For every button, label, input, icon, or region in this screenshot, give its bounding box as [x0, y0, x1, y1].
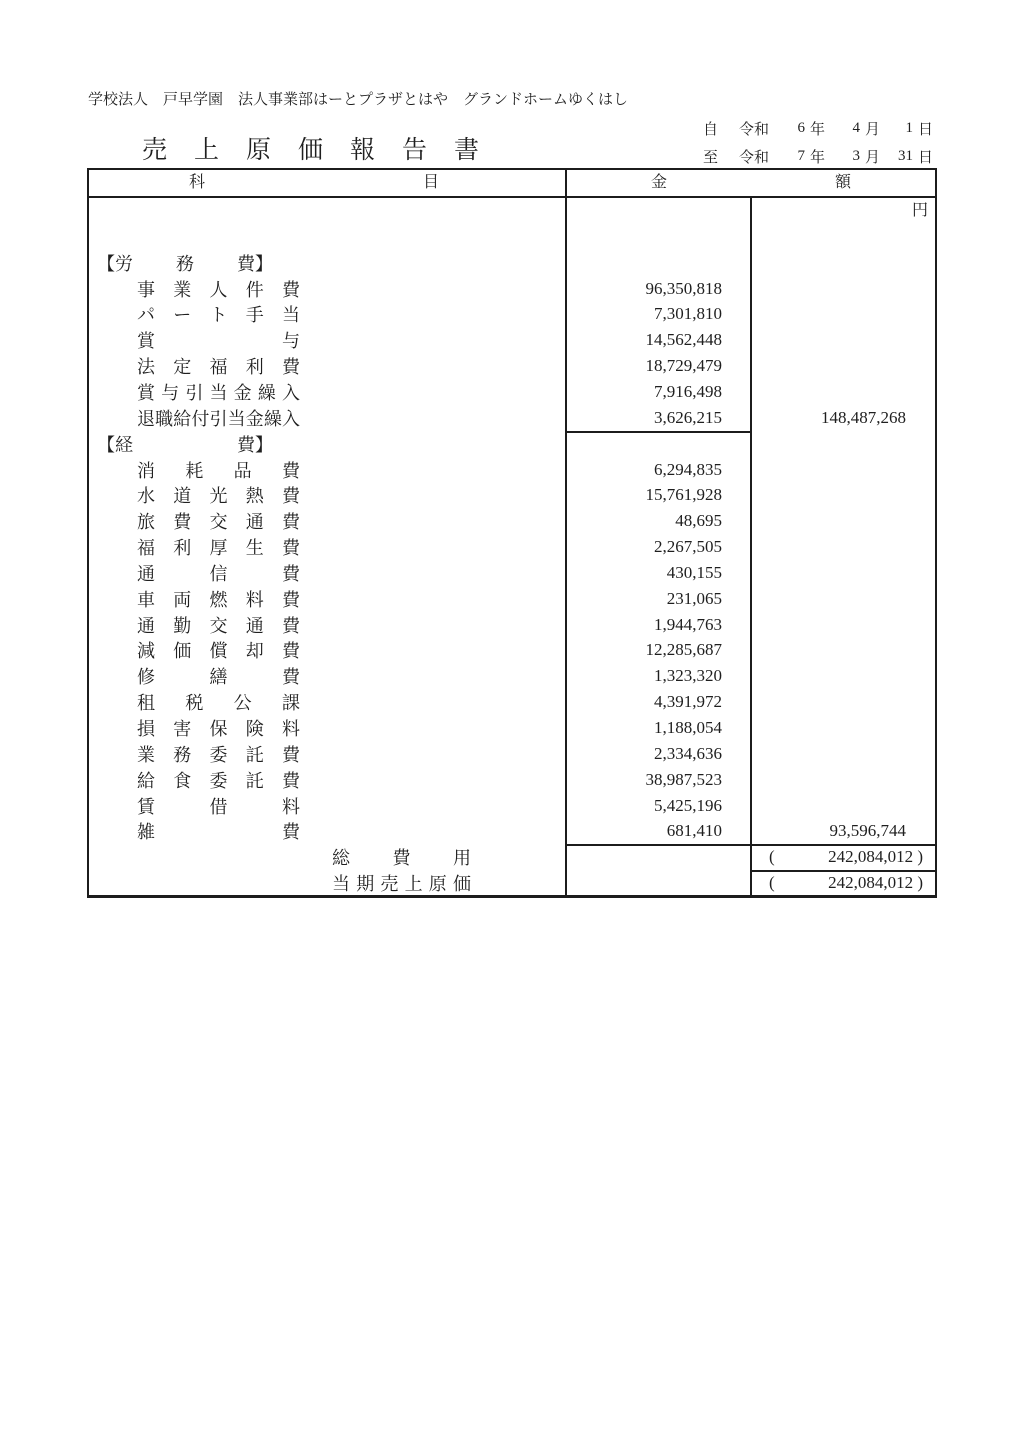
char: 委 [209, 745, 228, 765]
account-name [137, 689, 300, 715]
char: 事 [137, 280, 155, 300]
char: 費 [282, 357, 300, 377]
char: 費 [282, 822, 300, 842]
amount-cell: 1,188,054 [654, 718, 722, 737]
char: 当 [209, 383, 228, 403]
char: 【労 [97, 254, 133, 274]
char: 務 [176, 254, 194, 274]
char: 総 [332, 848, 350, 868]
account-name [137, 715, 300, 741]
month-unit: 月 [865, 121, 881, 138]
period-from [703, 114, 938, 142]
amount-cell: 3,626,215 [654, 408, 722, 427]
char: 入 [281, 383, 300, 403]
total-amount: 242,084,012 ) [828, 847, 923, 866]
char: 費 [282, 538, 300, 558]
char: 委 [209, 771, 228, 791]
char: 退 [137, 409, 155, 429]
char: 与 [161, 383, 180, 403]
account-name [137, 560, 300, 586]
amount-cell: 1,323,320 [654, 666, 722, 685]
table-row [89, 379, 935, 405]
char: 通 [245, 512, 264, 532]
amount-cell: 681,410 [666, 821, 722, 840]
char: 当 [227, 409, 246, 429]
char: 人 [209, 280, 228, 300]
day-value: 31 [898, 147, 913, 164]
char: 借 [209, 797, 228, 817]
account-name [137, 276, 300, 302]
char: 給 [173, 409, 192, 429]
amount-cell: 7,301,810 [654, 304, 722, 323]
amount-cell: 5,425,196 [654, 796, 722, 815]
amount-cell: 1,944,763 [654, 615, 722, 634]
amount-cell: 18,729,479 [645, 356, 722, 375]
char: 付 [191, 409, 210, 429]
era-label: 令和 [739, 121, 770, 138]
char: 道 [173, 486, 192, 506]
char: 料 [282, 797, 300, 817]
organization-line: 学校法人 戸早学園 法人事業部はーとプラザとはや グランドホームゆくはし [88, 92, 629, 108]
table-row [89, 327, 935, 353]
char: 雑 [137, 822, 155, 842]
char: 交 [209, 512, 228, 532]
month-value: 3 [852, 147, 860, 164]
amount-cell: 15,761,928 [645, 485, 722, 504]
column-header-amount [567, 170, 935, 196]
amount-cell: 48,695 [675, 511, 722, 530]
table-row [89, 250, 935, 276]
amount-cell: 12,285,687 [645, 640, 722, 659]
char: 目 [422, 174, 439, 191]
account-name [137, 353, 300, 379]
account-name [137, 508, 300, 534]
char: 費 [281, 461, 300, 481]
char: 租 [137, 693, 155, 713]
period-prefix: 自 [703, 121, 719, 138]
table-row [89, 534, 935, 560]
char: 【経 [97, 435, 133, 455]
account-name [137, 793, 300, 819]
char: 繰 [257, 383, 276, 403]
char: 水 [137, 486, 155, 506]
total-amount-cell [752, 870, 937, 896]
cost-report-table [87, 168, 937, 898]
char: 費 [392, 848, 411, 868]
table-row [89, 689, 935, 715]
year-unit: 年 [810, 149, 826, 166]
table-body [89, 198, 935, 895]
char: 燃 [209, 590, 228, 610]
table-row [89, 431, 935, 457]
account-name [137, 482, 300, 508]
currency-unit-label: 円 [911, 202, 928, 219]
char: 費 [282, 641, 300, 661]
amount-cell: 6,294,835 [654, 460, 722, 479]
char: 価 [173, 641, 192, 661]
char: 託 [245, 771, 264, 791]
table-row [89, 482, 935, 508]
char: 金 [233, 383, 252, 403]
page-title: 売上原価報告書 [142, 137, 507, 164]
char: 当 [282, 305, 300, 325]
account-name [137, 767, 300, 793]
char: 耗 [185, 461, 204, 481]
table-row [89, 457, 935, 483]
amount-cell: 14,562,448 [645, 330, 722, 349]
char: 費 [282, 564, 300, 584]
total-amount-cell [752, 844, 937, 870]
char: 原 [428, 874, 447, 894]
account-name [137, 327, 300, 353]
char: 害 [173, 719, 192, 739]
char: 保 [209, 719, 228, 739]
account-name [137, 586, 300, 612]
char: 業 [137, 745, 155, 765]
char: 費】 [237, 254, 273, 274]
table-row [89, 405, 935, 431]
char: 料 [245, 590, 264, 610]
char: 信 [209, 564, 228, 584]
month-unit: 月 [865, 149, 881, 166]
account-name [137, 405, 300, 431]
table-row [89, 767, 935, 793]
char: 利 [245, 357, 264, 377]
total-label [332, 844, 471, 870]
char: 通 [137, 564, 155, 584]
year-value: 6 [797, 119, 805, 136]
column-header-subject [189, 170, 439, 196]
char: 旅 [137, 512, 155, 532]
char: 務 [173, 745, 192, 765]
table-row [89, 301, 935, 327]
char: ー [173, 305, 192, 325]
char: 却 [245, 641, 264, 661]
char: 生 [245, 538, 264, 558]
char: 賞 [137, 331, 155, 351]
subtotal-cell: 93,596,744 [829, 821, 906, 840]
char: 通 [137, 616, 155, 636]
amount-cell: 38,987,523 [645, 770, 722, 789]
account-name [137, 457, 300, 483]
period-prefix: 至 [703, 149, 719, 166]
char: 税 [185, 693, 204, 713]
char: 料 [282, 719, 300, 739]
table-row [89, 818, 935, 844]
account-name [137, 379, 300, 405]
period-to [703, 142, 938, 170]
char: 金 [245, 409, 264, 429]
table-row [89, 508, 935, 534]
char: 与 [282, 331, 300, 351]
table-row [89, 663, 935, 689]
amount-cell: 96,350,818 [645, 279, 722, 298]
report-period [703, 114, 938, 170]
char: 定 [173, 357, 192, 377]
char: 食 [173, 771, 192, 791]
table-row [89, 870, 935, 896]
amount-cell: 430,155 [666, 563, 722, 582]
char: 額 [834, 174, 851, 191]
char: 厚 [209, 538, 228, 558]
char: 車 [137, 590, 155, 610]
char: 通 [245, 616, 264, 636]
char: 繕 [209, 667, 228, 687]
table-row [89, 637, 935, 663]
table-row [89, 560, 935, 586]
table-header-row [89, 170, 935, 198]
char: 用 [453, 848, 471, 868]
subtotal-cell: 148,487,268 [821, 408, 906, 427]
amount-cell: 7,916,498 [654, 382, 722, 401]
char: 費 [282, 512, 300, 532]
account-name [137, 301, 300, 327]
char: 消 [137, 461, 155, 481]
char: 費 [282, 590, 300, 610]
amount-cell: 4,391,972 [654, 692, 722, 711]
table-row [89, 276, 935, 302]
amount-cell: 231,065 [666, 589, 722, 608]
table-row [89, 224, 935, 250]
year-unit: 年 [810, 121, 826, 138]
day-value: 1 [905, 119, 913, 136]
table-row [89, 586, 935, 612]
char: 品 [233, 461, 252, 481]
day-unit: 日 [918, 121, 934, 138]
char: 熱 [245, 486, 264, 506]
section-header [97, 250, 273, 276]
char: 償 [209, 641, 228, 661]
char: 引 [209, 409, 228, 429]
section-header [97, 431, 273, 457]
char: 繰 [263, 409, 282, 429]
char: 費 [173, 512, 192, 532]
char: 科 [189, 174, 206, 191]
char: 職 [155, 409, 174, 429]
paren-open: ( [769, 847, 775, 866]
char: 費 [282, 280, 300, 300]
char: 両 [173, 590, 192, 610]
char: 期 [356, 874, 375, 894]
char: 費 [282, 616, 300, 636]
char: 費】 [237, 435, 273, 455]
total-amount: 242,084,012 ) [828, 873, 923, 892]
char: 費 [282, 667, 300, 687]
account-name [137, 663, 300, 689]
char: 賞 [137, 383, 155, 403]
account-name [137, 534, 300, 560]
char: 価 [452, 874, 471, 894]
char: 費 [282, 486, 300, 506]
char: 勤 [173, 616, 192, 636]
char: 当 [332, 874, 350, 894]
table-row [89, 741, 935, 767]
table-row [89, 612, 935, 638]
year-value: 7 [797, 147, 805, 164]
char: 光 [209, 486, 228, 506]
char: 給 [137, 771, 155, 791]
char: ト [209, 305, 228, 325]
amount-cell: 2,267,505 [654, 537, 722, 556]
total-label [332, 870, 471, 896]
char: 引 [185, 383, 204, 403]
char: 公 [233, 693, 252, 713]
table-row [89, 353, 935, 379]
char: 業 [173, 280, 192, 300]
char: 減 [137, 641, 155, 661]
char: 法 [137, 357, 155, 377]
account-name [137, 741, 300, 767]
table-row [89, 844, 935, 870]
char: 交 [209, 616, 228, 636]
account-name [137, 818, 300, 844]
char: 課 [281, 693, 300, 713]
char: 費 [282, 771, 300, 791]
table-row [89, 793, 935, 819]
table-row [89, 198, 935, 224]
char: 手 [245, 305, 264, 325]
char: 利 [173, 538, 192, 558]
account-name [137, 612, 300, 638]
char: 託 [245, 745, 264, 765]
paren-open: ( [769, 873, 775, 892]
char: 福 [209, 357, 228, 377]
char: 件 [245, 280, 264, 300]
char: パ [137, 305, 155, 325]
char: 売 [380, 874, 399, 894]
char: 上 [404, 874, 423, 894]
account-name [137, 637, 300, 663]
char: 険 [245, 719, 264, 739]
amount-cell: 2,334,636 [654, 744, 722, 763]
char: 福 [137, 538, 155, 558]
char: 損 [137, 719, 155, 739]
table-row [89, 715, 935, 741]
char: 金 [650, 174, 667, 191]
day-unit: 日 [918, 149, 934, 166]
char: 費 [282, 745, 300, 765]
char: 入 [282, 409, 300, 429]
month-value: 4 [852, 119, 860, 136]
char: 修 [137, 667, 155, 687]
char: 賃 [137, 797, 155, 817]
era-label: 令和 [739, 149, 770, 166]
